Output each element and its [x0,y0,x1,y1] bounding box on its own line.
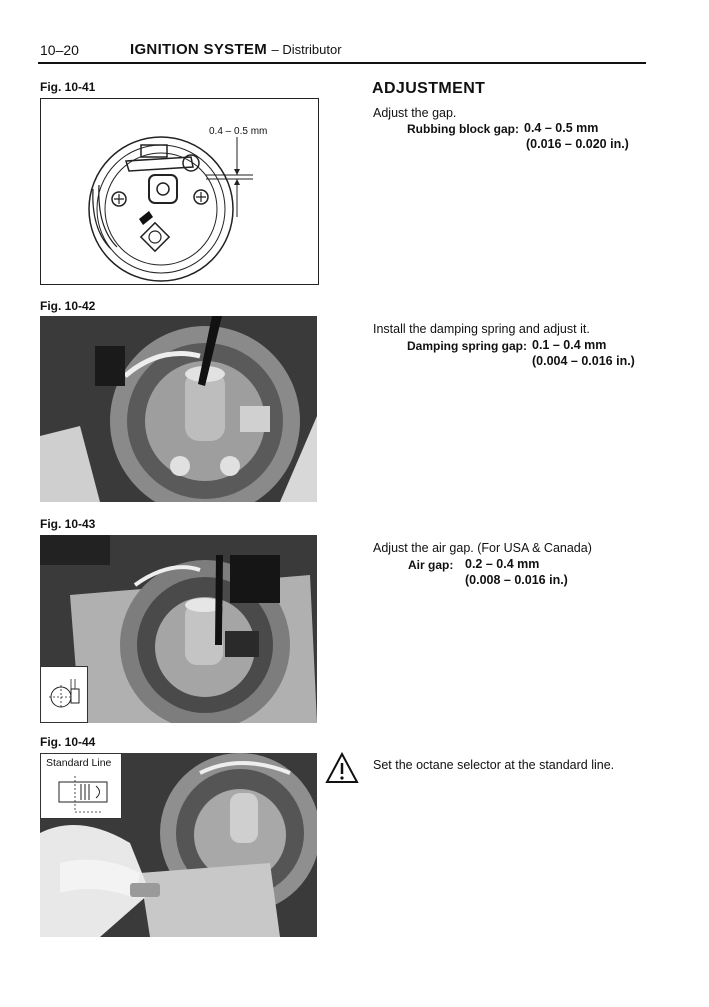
damping-spring-gap-mm: 0.1 – 0.4 mm [532,338,607,352]
standard-line-diagram [41,772,121,818]
standard-line-inset [40,753,122,819]
air-gap-in: (0.008 – 0.016 in.) [465,573,568,587]
fig-10-42-label: Fig. 10-42 [40,299,96,313]
step-1-text: Adjust the gap. [373,106,457,120]
warning-icon [325,752,359,789]
standard-line-label: Standard Line [46,757,112,769]
damping-spring-gap-in: (0.004 – 0.016 in.) [532,354,635,368]
air-gap-mm: 0.2 – 0.4 mm [465,557,540,571]
page-subtitle: – Distributor [271,42,342,57]
breaker-point-diagram [41,99,318,284]
fig-10-42-photo [40,316,317,502]
fig-10-44-photo [40,753,317,937]
rubbing-block-gap-mm: 0.4 – 0.5 mm [524,121,599,135]
air-gap-inset [40,666,88,723]
damping-spring-photo [40,316,317,502]
fig-10-43-photo [40,535,317,723]
section-heading: ADJUSTMENT [372,80,486,97]
rubbing-block-gap-label: Rubbing block gap: [407,122,519,136]
rubbing-block-gap-in: (0.016 – 0.020 in.) [526,137,629,151]
step-2-text: Install the damping spring and adjust it. [373,322,590,336]
page-title-main: IGNITION SYSTEM [130,41,268,58]
air-gap-label: Air gap: [408,558,454,572]
fig-10-43-label: Fig. 10-43 [40,517,96,531]
fig-10-44-label: Fig. 10-44 [40,735,96,749]
fig-10-41-diagram [40,98,319,285]
fig-10-41-label: Fig. 10-41 [40,80,96,94]
header-rule [38,62,646,64]
step-3-text: Adjust the air gap. (For USA & Canada) [373,541,592,555]
air-gap-inset-diagram [41,667,87,722]
gap-callout: 0.4 – 0.5 mm [209,126,268,137]
page-number: 10–20 [40,42,79,58]
page-title [130,41,342,58]
damping-spring-gap-label: Damping spring gap: [407,339,527,353]
step-4-text: Set the octane selector at the standard line. [373,758,615,772]
